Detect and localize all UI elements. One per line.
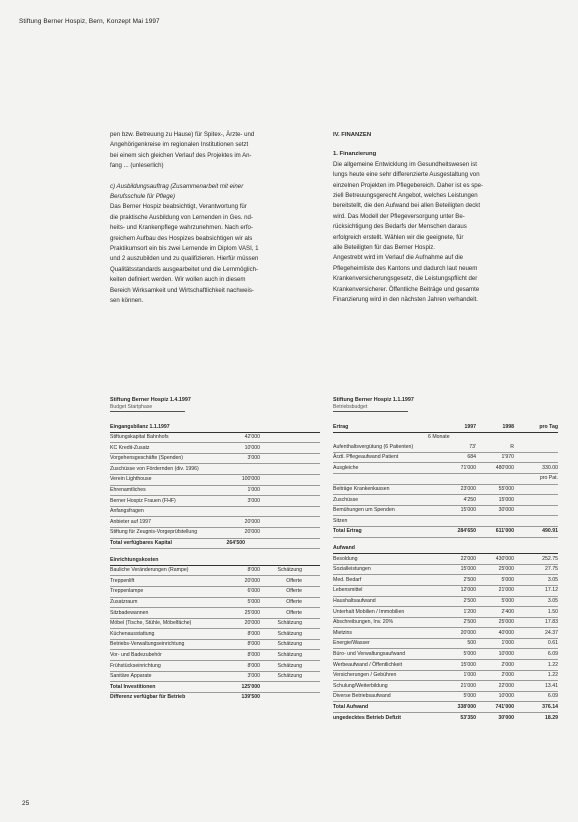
balance-table (110, 397, 320, 702)
text-line: wird. Das Modell der Pflegeversorgung unter Be- (333, 212, 465, 220)
row-value-1997: 12'000 (460, 587, 476, 594)
balance-section1-heading: Eingangsbilanz 1.1.1997 (110, 422, 320, 433)
budget-table (333, 397, 558, 723)
text-line: bereitstellt, die den Aufwand bei allen Beteiligten deckt (333, 202, 481, 210)
row-value-day: pro Pat. (539, 475, 558, 482)
row-value: 20'000 (244, 518, 260, 525)
text-line: Die allgemeine Entwicklung im Gesundheitswesen ist (333, 160, 477, 168)
table-row (333, 506, 558, 517)
row-label: Sitzen (333, 517, 348, 524)
balance-total2: Total Investitionen 125'000 (110, 682, 320, 693)
table-row (110, 587, 320, 598)
row-value-1998: 2'400 (501, 608, 514, 615)
row-value-1998: 1'000 (501, 640, 514, 647)
row-value-1997: 2'500 (463, 598, 476, 604)
row-value-1997: 73' (469, 443, 476, 450)
row-label: Aufenthaltsvergütung (6 Patienten) (333, 443, 414, 450)
row-label: Ärztl. Pflegeaufwand Patient (333, 454, 399, 461)
text-line: Qualitätsstandards ausgearbeitet und die Lernmöglich- (110, 265, 259, 273)
row-label: Sitzbadewannen (110, 609, 149, 616)
row-value-1997: 5'000 (463, 693, 476, 700)
table-row (333, 554, 558, 565)
row-label: Schulung/Weiterbildung (333, 682, 388, 689)
balance-final: Differenz verfügbar für Betrieb 139'500 (110, 694, 260, 701)
row-value-day: 13.41 (545, 682, 558, 689)
row-value-1997: 2'500 (463, 576, 476, 583)
table-row (333, 649, 558, 660)
row-value-day: 17.12 (545, 587, 558, 594)
table-row (110, 672, 320, 683)
table-row (333, 692, 558, 703)
row-value-1998: 10'000 (498, 650, 514, 657)
text-line: Finanzierung wird in den nächsten Jahren verhandelt. (333, 296, 478, 304)
row-label: Vorgehensgeschäfte (Spenden) (110, 455, 183, 462)
row-value-1997: 15'000 (460, 566, 476, 573)
table-row (333, 575, 558, 586)
row-value-day: 6.09 (547, 650, 558, 657)
row-value-1997: 23'000 (460, 486, 476, 493)
row-label: Treppenlift (110, 577, 135, 584)
table-row (110, 433, 320, 444)
row-label: Ehrenamtliches (110, 487, 146, 494)
row-value-1998: 5'000 (501, 598, 514, 604)
row-label: Sanitäre Apparate (110, 673, 152, 680)
table-row (110, 507, 320, 518)
table-row (110, 486, 320, 497)
table-row (333, 681, 558, 692)
row-label: Zuschüsse (333, 496, 359, 503)
row-value-1997: 500 (467, 640, 476, 647)
text-line: pen bzw. Betreuung zu Hause) für Spitex-, Ärzte- und (110, 131, 255, 138)
row-value-day: 252.75 (542, 555, 558, 562)
row-value-day: 17.83 (545, 619, 558, 626)
row-label: KC Kredit-Zusatz (110, 444, 150, 451)
text-line: Krankenversicherungsgesetz, die Leistungspflicht der (333, 275, 478, 283)
row-value-day: 6.09 (547, 693, 558, 700)
row-label: Bemühungen um Spenden (333, 507, 395, 514)
budget-section2-heading: Aufwand (333, 544, 558, 555)
text-line: Pflegeheimliste des Kantons und dadurch laut neuem (333, 264, 478, 272)
row-label: Haushaltsaufwand (333, 598, 376, 604)
row-value: 1'000 (247, 487, 260, 494)
row-note: Schätzung (277, 620, 302, 627)
row-value: 20'000 (244, 577, 260, 584)
table-row (333, 586, 558, 597)
budget-total1: Total Ertrag 284'650 611'000 490.91 (333, 527, 558, 538)
row-value-day: 1.22 (547, 672, 558, 679)
text-line: und 2 auszubilden und zu qualifizieren. Hierfür müssen (110, 255, 259, 263)
section-heading: IV. FINANZEN (333, 132, 372, 138)
row-value: 8'000 (247, 651, 260, 658)
row-value-1998: 480'000 (495, 464, 514, 471)
text-line: heits- und Krankenpflege wahrzunehmen. Nach erfo- (110, 224, 253, 232)
text-line: die praktische Ausbildung von Lernenden in Ges. nd- (110, 213, 253, 221)
row-label: Vor- und Badezubehör (110, 651, 162, 658)
row-value-1998: R (510, 443, 514, 450)
row-label: Zuschüsse von Fördernden (div. 1996) (110, 465, 199, 472)
row-label: Versicherungen / Gebühren (333, 672, 397, 679)
row-value-1997: 2'500 (463, 619, 476, 626)
row-note: Schätzung (277, 567, 302, 574)
row-note: Schätzung (277, 662, 302, 669)
row-note: Offerte (286, 599, 302, 605)
row-value: 20'000 (244, 620, 260, 627)
row-label: Bauliche Veränderungen (Rampe) (110, 567, 189, 574)
row-value-1997: 1'200 (463, 608, 476, 615)
budget-total2: Total Aufwand 338'000 741'000 376.14 (333, 702, 558, 713)
table-row (333, 628, 558, 639)
row-label: Ausgleiche (333, 464, 359, 471)
table-row (110, 608, 320, 619)
table-row (333, 639, 558, 650)
row-value-1997: 20'000 (460, 629, 476, 636)
table-row (110, 598, 320, 609)
row-value-1997: 4'250 (463, 496, 476, 503)
row-value: 8'000 (247, 630, 260, 637)
row-value-1997: 22'000 (460, 555, 476, 562)
row-value-day: 3.05 (547, 576, 558, 583)
row-value-day: 1.50 (547, 608, 558, 615)
row-label: Büro- und Verwaltungsaufwand (333, 650, 406, 657)
table-row (333, 618, 558, 629)
row-label: Werbeaufwand / Öffentlichkeit (333, 661, 403, 668)
row-label: Küchenausstattung (110, 630, 155, 637)
row-note: Schätzung (277, 630, 302, 637)
row-value: 3'000 (247, 497, 260, 504)
balance-subtitle: Budget Startphase (110, 404, 185, 412)
table-row (110, 640, 320, 651)
text-line: einzelnen Projekten im Pflegebereich. Daher ist es spe- (333, 181, 484, 189)
row-value-day: 24.37 (545, 629, 558, 636)
table-row (333, 565, 558, 576)
row-note: Offerte (286, 609, 302, 616)
subhead-line: c) Ausbildungsauftrag (Zusammenarbeit mit einer (110, 182, 244, 190)
row-value-day: 330.00 (542, 464, 558, 471)
text-line: Angestrebt wird im Verlauf die Aufnahme auf die (333, 254, 464, 262)
budget-subcol: 6 Monate (428, 434, 450, 441)
row-value-1998: 40'000 (498, 629, 514, 636)
row-value-1998: 25'000 (498, 619, 514, 626)
balance-section2-heading: Einrichtungskosten (110, 555, 320, 566)
row-value-1997: 15'000 (460, 661, 476, 668)
table-row (333, 453, 558, 464)
row-label: Verein Lighthouse (110, 476, 152, 483)
text-line: erfolgreich erstellt. Wählen wir die geeignete, für (333, 233, 464, 241)
table-row (110, 619, 320, 630)
table-row (333, 607, 558, 618)
row-value: 8'000 (247, 641, 260, 648)
row-value: 3'000 (247, 673, 260, 680)
balance-title: Stiftung Berner Hospiz 1.4.1997 (110, 397, 191, 403)
right-text-column (333, 130, 558, 306)
text-line: Praktikumsort ein bis zwei Lernende im Diplom VASI, 1 (110, 245, 259, 253)
row-value-1998: 22'000 (498, 682, 514, 689)
text-line: rücksichtigung des Bedarfs der Menschen daraus (333, 223, 467, 231)
table-row (333, 463, 558, 474)
table-row (333, 516, 558, 527)
row-label: Stiftungskapital Bahnhofs (110, 434, 169, 441)
table-row (333, 442, 558, 453)
text-line: Krankenversicherer. Öffentliche Beiträge und gesamte (333, 285, 480, 293)
row-label: Abschreibungen, Inv. 20% (333, 619, 394, 626)
text-line: Angehörigenkreise im regionalen Institutionen setzt (110, 141, 249, 149)
page-number: 25 (22, 800, 30, 807)
table-row (110, 629, 320, 640)
row-label: Möbel (Tische, Stühle, Möbelfäche) (110, 620, 192, 627)
table-row (333, 495, 558, 506)
budget-section1-heading: Ertrag 1997 1998 pro Tag (333, 422, 558, 433)
row-label: Betriebs-Verwaltungseinrichtung (110, 641, 185, 648)
text-line: bei einem sich gleichen Verlauf des Projektes im An- (110, 151, 252, 159)
text-line: Bereich Wirksamkeit und Wirtschaftlichkeit nachweis- (110, 286, 254, 294)
row-value: 5'000 (247, 599, 260, 605)
table-row (110, 496, 320, 507)
row-value: 10'000 (244, 444, 260, 451)
row-value: 42'000 (244, 434, 260, 441)
row-note: Offerte (286, 577, 302, 584)
row-value-1998: 1'970 (501, 454, 514, 461)
table-row (333, 597, 558, 608)
table-row (110, 517, 320, 528)
row-value-1998: 2'000 (501, 672, 514, 679)
row-value: 8'000 (247, 662, 260, 669)
text-line: lungs heute eine sehr differenzierte Ausgestaltung von (333, 171, 480, 179)
text-line: sen können. (110, 297, 144, 305)
row-label: Besoldung (333, 555, 358, 562)
row-value: 25'000 (244, 609, 260, 616)
row-value: 6'000 (247, 588, 260, 595)
left-text-column (110, 130, 323, 307)
row-label: Mietzins (333, 629, 353, 636)
row-value-1997: 15'000 (460, 507, 476, 514)
row-value-day: 1.22 (547, 661, 558, 668)
page-header: Stiftung Berner Hospiz, Bern, Konzept Mai 1997 (19, 18, 160, 25)
row-value-1997: 5'000 (463, 650, 476, 657)
row-note: Schätzung (277, 651, 302, 658)
row-value-day: 3.05 (547, 598, 558, 604)
row-label: Beiträge Krankenkassen (333, 486, 390, 493)
row-label: Stiftung für Zeugnis-Vorgeprüfstellung (110, 529, 198, 536)
text-line: fang ... (unleserlich) (110, 162, 164, 170)
table-row (110, 650, 320, 661)
row-value-1997: 21'000 (460, 682, 476, 689)
row-value-1998: 5'000 (501, 576, 514, 583)
row-value-1998: 15'000 (498, 496, 514, 503)
row-note: Schätzung (277, 673, 302, 680)
row-value-day: 0.61 (547, 640, 558, 647)
row-label: Anfangsfragen (110, 508, 144, 515)
row-value-1998: 25'000 (498, 566, 514, 573)
row-value-1997: 71'000 (460, 464, 476, 471)
budget-final: ungedecktes Betrieb Defizit 53'350 30'000 18.29 (333, 714, 558, 721)
row-value-1998: 55'000 (498, 486, 514, 493)
table-row (110, 576, 320, 587)
row-value: 100'000 (241, 476, 260, 483)
table-row (110, 528, 320, 539)
text-line: greichem Aufbau des Hospizes beabsichtigen wir als (110, 234, 253, 242)
table-row (110, 661, 320, 672)
table-row (333, 474, 558, 485)
text-line: keiten definiert werden. Wir wollen auch in diesem (110, 276, 246, 284)
text-line: alle Beteiligten für das Berner Hospiz. (333, 244, 435, 252)
row-value-1997: 1'000 (463, 672, 476, 679)
subsection-heading: 1. Finanzierung (333, 151, 377, 158)
row-value-1998: 30'000 (498, 507, 514, 514)
row-value-1998: 21'000 (498, 587, 514, 594)
row-value-1998: 430'000 (495, 555, 514, 562)
table-row (110, 475, 320, 486)
table-row (110, 464, 320, 475)
table-row (110, 443, 320, 454)
row-label: Zusatzraum (110, 599, 138, 605)
text-line: ziell Betreuungsgerecht Angebot, welches Leistungen (333, 192, 478, 200)
row-label: Energie/Wasser (333, 640, 370, 647)
row-value-1998: 10'000 (498, 693, 514, 700)
row-value-day: 27.75 (545, 566, 558, 573)
row-label: Diverse Betriebsaufwand (333, 693, 391, 700)
subhead-line: Berufsschule für Pflege) (110, 193, 176, 201)
row-label: Treppenlampe (110, 588, 144, 595)
row-note: Offerte (286, 588, 302, 595)
table-row (333, 671, 558, 682)
table-row (333, 485, 558, 496)
row-label: Unterhalt Mobilien / Immobilien (333, 608, 405, 615)
row-value-1997: 684 (467, 454, 476, 461)
row-label: Med. Bedarf (333, 576, 362, 583)
budget-title: Stiftung Berner Hospiz 1.1.1997 (333, 397, 414, 403)
table-row (110, 566, 320, 577)
row-label: Lebensmittel (333, 587, 363, 594)
balance-total1: Total verfügbares Kapital 264'500 (110, 539, 320, 550)
row-label: Anbieter auf 1997 (110, 518, 151, 525)
row-label: Sozialleistungen (333, 566, 371, 573)
row-value-1998: 2'000 (501, 661, 514, 668)
text-line: Das Berner Hospiz beabsichtigt, Verantwortung für (110, 203, 247, 211)
table-row (110, 454, 320, 465)
row-note: Schätzung (277, 641, 302, 648)
row-value: 20'000 (244, 529, 260, 536)
row-value: 3'000 (247, 455, 260, 462)
row-label: Berner Hospiz Frauen (FHF) (110, 497, 176, 504)
budget-subtitle: Betriebsbudget (333, 404, 408, 412)
row-label: Frühstückseinrichtung (110, 662, 161, 669)
table-row (333, 660, 558, 671)
row-value: 8'000 (247, 567, 260, 574)
